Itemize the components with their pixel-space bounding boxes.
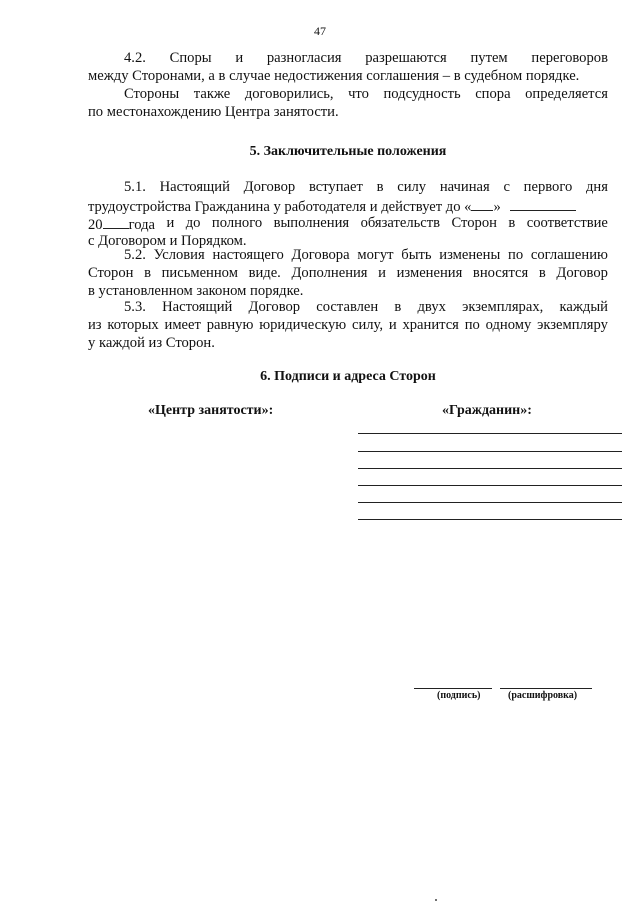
section-6-title: 6. Подписи и адреса Сторон [260,369,436,384]
decoding-label: (расшифровка) [508,690,578,701]
word: Сторон [88,265,134,281]
word: изменены [439,247,501,263]
word: виде. [248,265,281,281]
word: в [144,265,151,281]
word: и [235,50,244,66]
word: Настоящий [159,179,230,195]
word: первого [523,179,573,195]
day-blank [471,196,493,211]
signature-label: (подпись) [437,690,481,701]
word: одному [485,317,532,333]
address-line-1 [358,433,622,434]
word: настоящего [212,247,284,263]
word: в [508,215,516,231]
word: по [508,247,524,263]
scan-speck [435,899,437,901]
word: Условия [153,247,205,263]
word: письменном [161,265,238,281]
word: Стороны [124,86,180,102]
clause-5-3-line-2 [88,316,608,334]
word: подсудность [383,86,461,102]
word: Дополнения [291,265,368,281]
word: выполнения [273,215,350,231]
word: Споры [169,50,212,66]
clause-5-2 [88,246,608,300]
word: быть [401,247,432,263]
word: юридическую [259,317,347,333]
word: и [388,317,397,333]
text: » [493,199,501,215]
clause-5-1-line-3 [88,214,608,232]
address-line-4 [358,485,622,486]
word: каждый [559,299,608,315]
word: соответствие [526,215,608,231]
word: переговоров [531,50,608,66]
word: определяется [525,86,608,102]
clause-5-2-line-1 [88,246,608,264]
year-blank [103,214,129,229]
decoding-line [500,688,592,689]
word: в [538,265,546,281]
word: силу, [351,317,384,333]
clause-4-2b-line-1 [88,85,608,103]
clause-4-2-line-2: между Сторонами, а в случае недостижения соглашения – в судебном порядке. [88,68,580,84]
word: разногласия [266,50,342,66]
word: из [88,317,102,333]
address-line-6 [358,519,622,520]
clause-5-1-line-2 [88,196,608,214]
word: обязательств [360,215,441,231]
word: соглашению [530,247,608,263]
word: 5.3. [124,299,146,315]
address-line-2 [358,451,622,452]
word: Договор [556,265,608,281]
word: до [185,215,201,231]
section-5-title: 5. Заключительные положения [249,144,447,159]
word: изменения [396,265,463,281]
word: начиная [439,179,490,195]
word: Сторон [451,215,497,231]
clause-5-3 [88,298,608,352]
party-employment-center: «Центр занятости»: [148,403,274,418]
word: 4.2. [124,50,146,66]
word: Настоящий [162,299,233,315]
signature-line [414,688,492,689]
word: силу [397,179,427,195]
word: хранится [402,317,459,333]
word: которых [107,317,159,333]
word: и [166,215,175,231]
word: также [193,86,231,102]
year-group [88,214,155,232]
text: трудоустройства Гражданина у работодателя и действует до « [88,199,472,215]
address-line-3 [358,468,622,469]
address-line-5 [358,502,622,503]
word: экземплярах, [462,299,544,315]
word: составлен [316,299,379,315]
clause-5-2-line-2 [88,264,608,282]
month-blank [510,196,576,211]
clause-4-2 [88,49,608,121]
word: вступает [308,179,363,195]
clause-5-3-line-1 [88,298,608,316]
clause-5-1 [88,178,608,250]
word: спора [475,86,511,102]
word: дня [585,179,608,195]
word: двух [417,299,446,315]
word: Договор [248,299,301,315]
word: и [378,265,386,281]
word: могут [357,247,394,263]
word: равную [206,317,254,333]
word: что [348,86,369,102]
word: 5.2. [124,247,146,263]
word: в [394,299,402,315]
word: полного [211,215,263,231]
word: путем [470,50,508,66]
word: по [464,317,480,333]
word: разрешаются [365,50,447,66]
word: Договор [243,179,296,195]
word: в [376,179,384,195]
clause-5-2-line-3: в установленном законом порядке. [88,283,304,299]
page-number: 47 [314,24,326,38]
word: экземпляру [537,317,608,333]
clause-4-2b-line-2: по местонахождению Центра занятости. [88,104,339,120]
clause-5-3-line-3: у каждой из Сторон. [88,335,215,351]
word: вносятся [472,265,529,281]
word: года [128,217,155,233]
text: 20 [88,217,103,233]
word: договорились, [244,86,334,102]
clause-5-1-line-1 [88,178,608,196]
clause-5-1-line-4: с Договором и Порядком. [88,233,247,249]
word: имеет [164,317,201,333]
word: с [503,179,510,195]
word: 5.1. [124,179,146,195]
clause-4-2-line-1 [88,49,608,67]
word: Договора [291,247,350,263]
party-citizen: «Гражданин»: [442,403,532,418]
